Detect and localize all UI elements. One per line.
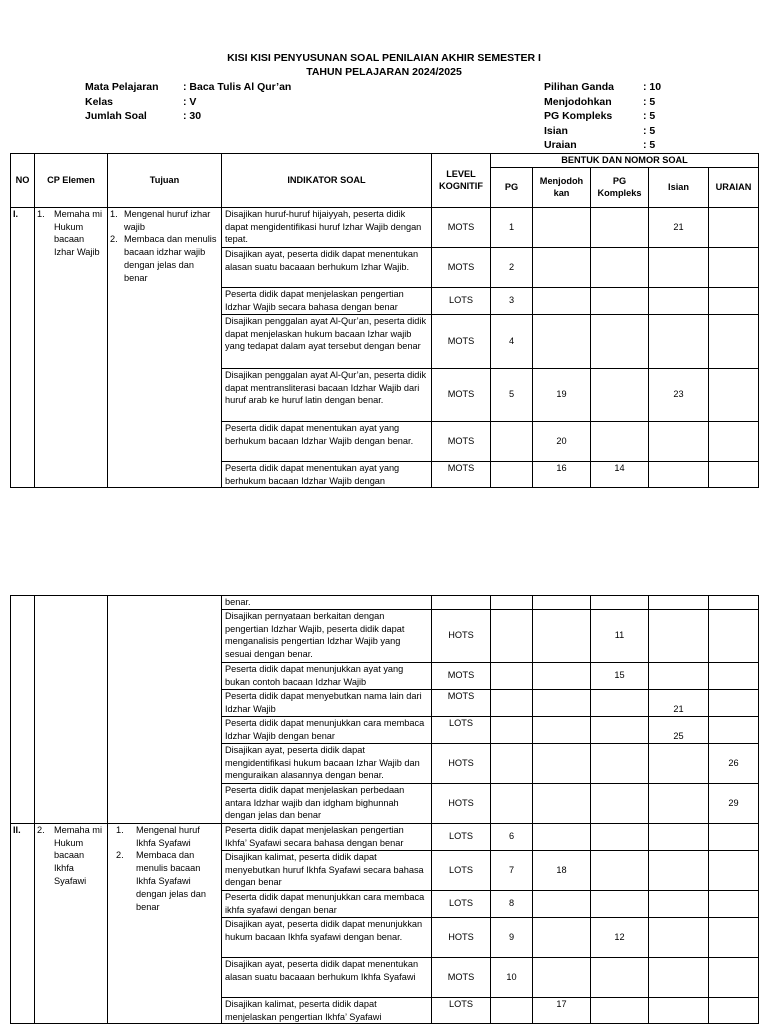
table-row: [11, 823, 759, 850]
menjodohkan-cell: [533, 662, 591, 689]
menjodohkan-cell: [533, 823, 591, 850]
indikator-cell: Disajikan pernyataan berkaitan dengan pengertian Idzhar Wajib, peserta didik dapat menganalisis pengertian Idzhar Wajib yang sesuai dengan benar.: [222, 609, 432, 662]
level-cell: MOTS: [432, 461, 491, 488]
isian-cell: [649, 890, 709, 917]
isian-cell: 23: [649, 368, 709, 421]
table-row: [11, 207, 759, 247]
pg-kompleks-cell: [591, 689, 649, 716]
meta-right: [544, 80, 661, 153]
menjodohkan-cell: [533, 957, 591, 997]
pg-kompleks-cell: 12: [591, 917, 649, 957]
meta-row-mj: Menjodohkan : 5: [544, 95, 656, 108]
indikator-cell: Peserta didik dapat menunjukkan cara membaca ikhfa syafawi dengan benar: [222, 890, 432, 917]
pg-cell: [491, 662, 533, 689]
pg-cell: 7: [491, 850, 533, 890]
uraian-cell: [709, 890, 759, 917]
pg-cell: [491, 783, 533, 823]
isian-cell: [649, 314, 709, 368]
level-cell: MOTS: [432, 957, 491, 997]
pg-kompleks-cell: [591, 314, 649, 368]
isian-cell: [649, 247, 709, 287]
uraian-cell: [709, 850, 759, 890]
pg-cell: [491, 743, 533, 783]
level-cell: MOTS: [432, 207, 491, 247]
isian-cell: [649, 823, 709, 850]
col-no: NO: [11, 154, 35, 208]
section-number: I.: [11, 207, 35, 488]
meta-row-uraian: Uraian : 5: [544, 139, 656, 151]
document-title: KISI KISI PENYUSUNAN SOAL PENILAIAN AKHIR SEMESTER I: [227, 52, 541, 64]
uraian-cell: [709, 689, 759, 716]
menjodohkan-cell: [533, 207, 591, 247]
isian-cell: 21: [649, 207, 709, 247]
col-tujuan: Tujuan: [108, 154, 222, 208]
menjodohkan-cell: 16: [533, 461, 591, 488]
pg-cell: 5: [491, 368, 533, 421]
meta-row-isian: Isian : 5: [544, 124, 656, 137]
col-cp: CP Elemen: [35, 154, 108, 208]
indikator-cell: Peserta didik dapat menjelaskan perbedaan antara Idzhar wajib dan idgham bighunnah dengan jelas dan benar: [222, 783, 432, 823]
tujuan: 1. Mengenal huruf izhar wajib 2. Membaca dan menulis bacaan idzhar wajib dengan jelas dan benar: [108, 207, 222, 488]
uraian-cell: [709, 662, 759, 689]
uraian-cell: [709, 957, 759, 997]
pg-kompleks-cell: [591, 890, 649, 917]
pg-kompleks-cell: [591, 997, 649, 1024]
col-pg: PG: [491, 167, 533, 207]
menjodohkan-cell: [533, 783, 591, 823]
meta-row-pg: Pilihan Ganda : 10: [544, 81, 662, 93]
uraian-cell: 29: [709, 783, 759, 823]
level-cell: MOTS: [432, 421, 491, 461]
indikator-cell: Disajikan ayat, peserta didik dapat mengidentifikasi hukum bacaan Izhar Wajib dan menguraikan alasannya dengan benar.: [222, 743, 432, 783]
uraian-cell: [709, 997, 759, 1024]
pg-kompleks-cell: [591, 247, 649, 287]
indikator-cell: Peserta didik dapat menjelaskan pengertian Idzhar Wajib secara bahasa dengan benar: [222, 287, 432, 314]
cp-elemen: 2. Memaha mi Hukum bacaan Ikhfa Syafawi: [35, 823, 108, 1024]
indikator-cell: Disajikan kalimat, peserta didik dapat menyebutkan huruf Ikhfa Syafawi secara bahasa dengan benar: [222, 850, 432, 890]
menjodohkan-cell: [533, 743, 591, 783]
pg-cell: 2: [491, 247, 533, 287]
menjodohkan-cell: [533, 890, 591, 917]
isian-cell: [649, 287, 709, 314]
level-cell: MOTS: [432, 368, 491, 421]
pg-cell: [491, 997, 533, 1024]
isian-cell: [649, 850, 709, 890]
uraian-cell: [709, 609, 759, 662]
level-cell: LOTS: [432, 287, 491, 314]
level-cell: MOTS: [432, 662, 491, 689]
pg-cell: [491, 716, 533, 743]
indikator-cell: Disajikan penggalan ayat Al-Qur’an, peserta didik dapat menjelaskan hukum bacaan Izhar wajib yang tedapat dalam ayat tersebut dengan benar: [222, 314, 432, 368]
isian-cell: [649, 997, 709, 1024]
meta-left: [85, 80, 291, 124]
menjodohkan-cell: [533, 689, 591, 716]
cp-elemen: 1. Memaha mi Hukum bacaan Izhar Wajib: [35, 207, 108, 488]
isian-cell: [649, 421, 709, 461]
pg-kompleks-cell: 15: [591, 662, 649, 689]
pg-kompleks-cell: 11: [591, 609, 649, 662]
uraian-cell: [709, 207, 759, 247]
level-cell: LOTS: [432, 850, 491, 890]
uraian-cell: [709, 314, 759, 368]
col-indikator: INDIKATOR SOAL: [222, 154, 432, 208]
isian-cell: [649, 957, 709, 997]
indikator-cell: Peserta didik dapat menjelaskan pengertian Ikhfa’ Syafawi secara bahasa dengan benar: [222, 823, 432, 850]
indikator-cell: benar.: [222, 596, 432, 610]
level-cell: HOTS: [432, 609, 491, 662]
level-cell: MOTS: [432, 314, 491, 368]
pg-cell: 4: [491, 314, 533, 368]
uraian-cell: 26: [709, 743, 759, 783]
menjodohkan-cell: 17: [533, 997, 591, 1024]
indikator-cell: Disajikan penggalan ayat Al-Qur’an, peserta didik dapat mentransliterasi bacaan Idzhar Wajib dari huruf arab ke huruf latin dengan benar.: [222, 368, 432, 421]
pg-kompleks-cell: [591, 850, 649, 890]
uraian-cell: [709, 247, 759, 287]
menjodohkan-cell: 18: [533, 850, 591, 890]
isian-cell: [649, 743, 709, 783]
document-subtitle: TAHUN PELAJARAN 2024/2025: [306, 66, 462, 78]
meta-row-pgk: PG Kompleks : 5: [544, 110, 656, 122]
isian-cell: [649, 662, 709, 689]
kisi-table-page1: [10, 153, 759, 488]
section-number: II.: [11, 823, 35, 1024]
pg-cell: 3: [491, 287, 533, 314]
uraian-cell: [709, 368, 759, 421]
menjodohkan-cell: 19: [533, 368, 591, 421]
isian-cell: [649, 609, 709, 662]
table-row: [11, 596, 759, 610]
isian-cell: 25: [649, 716, 709, 743]
level-cell: LOTS: [432, 716, 491, 743]
uraian-cell: [709, 917, 759, 957]
level-cell: LOTS: [432, 890, 491, 917]
pg-cell: 9: [491, 917, 533, 957]
pg-cell: 6: [491, 823, 533, 850]
pg-cell: [491, 461, 533, 488]
indikator-cell: Peserta didik dapat menyebutkan nama lain dari Idzhar Wajib: [222, 689, 432, 716]
isian-cell: 21: [649, 689, 709, 716]
menjodohkan-cell: [533, 716, 591, 743]
indikator-cell: Disajikan kalimat, peserta didik dapat menjelaskan pengertian Ikhfa’ Syafawi: [222, 997, 432, 1024]
uraian-cell: [709, 461, 759, 488]
col-pg-kompleks: PG Kompleks: [591, 167, 649, 207]
pg-kompleks-cell: [591, 287, 649, 314]
menjodohkan-cell: [533, 247, 591, 287]
menjodohkan-cell: [533, 917, 591, 957]
kisi-table-page2: [10, 595, 759, 1024]
level-cell: MOTS: [432, 247, 491, 287]
meta-row-count: Jumlah Soal : 30: [85, 110, 202, 122]
level-cell: HOTS: [432, 743, 491, 783]
col-menjodohkan: Menjodoh kan: [533, 167, 591, 207]
menjodohkan-cell: [533, 314, 591, 368]
menjodohkan-cell: 20: [533, 421, 591, 461]
level-cell: HOTS: [432, 783, 491, 823]
col-uraian: URAIAN: [709, 167, 759, 207]
isian-cell: [649, 917, 709, 957]
uraian-cell: [709, 716, 759, 743]
col-level: LEVEL KOGNITIF: [432, 154, 491, 208]
pg-kompleks-cell: [591, 716, 649, 743]
pg-cell: [491, 689, 533, 716]
pg-kompleks-cell: 14: [591, 461, 649, 488]
menjodohkan-cell: [533, 609, 591, 662]
indikator-cell: Disajikan huruf-huruf hijaiyyah, peserta didik dapat mengidentifikasi huruf Izhar Wajib dengan tepat.: [222, 207, 432, 247]
uraian-cell: [709, 823, 759, 850]
level-cell: HOTS: [432, 917, 491, 957]
isian-cell: [649, 461, 709, 488]
level-cell: LOTS: [432, 823, 491, 850]
pg-kompleks-cell: [591, 957, 649, 997]
pg-cell: 1: [491, 207, 533, 247]
pg-cell: [491, 421, 533, 461]
level-cell: LOTS: [432, 997, 491, 1024]
pg-cell: [491, 609, 533, 662]
indikator-cell: Disajikan ayat, peserta didik dapat menentukan alasan suatu bacaaan berhukum Izhar Wajib.: [222, 247, 432, 287]
indikator-cell: Peserta didik dapat menunjukkan cara membaca Idzhar Wajib dengan benar: [222, 716, 432, 743]
meta-row-class: Kelas : V: [85, 95, 197, 108]
indikator-cell: Disajikan ayat, peserta didik dapat menentukan alasan suatu bacaaan berhukum Ikhfa Syafawi: [222, 957, 432, 997]
indikator-cell: Peserta didik dapat menentukan ayat yang berhukum bacaan Idzhar Wajib dengan: [222, 461, 432, 488]
indikator-cell: Disajikan ayat, peserta didik dapat menunjukkan hukum bacaan Ikhfa syafawi dengan benar.: [222, 917, 432, 957]
meta-row-subject: Mata Pelajaran : Baca Tulis Al Qur’an: [85, 81, 292, 93]
col-bentuk: BENTUK DAN NOMOR SOAL: [491, 154, 759, 168]
isian-cell: [649, 783, 709, 823]
indikator-cell: Peserta didik dapat menentukan ayat yang berhukum bacaan Idzhar Wajib dengan benar.: [222, 421, 432, 461]
uraian-cell: [709, 421, 759, 461]
uraian-cell: [709, 287, 759, 314]
pg-kompleks-cell: [591, 823, 649, 850]
pg-cell: 10: [491, 957, 533, 997]
col-isian: Isian: [649, 167, 709, 207]
pg-kompleks-cell: [591, 368, 649, 421]
pg-kompleks-cell: [591, 421, 649, 461]
indikator-cell: Peserta didik dapat menunjukkan ayat yang bukan contoh bacaan Idzhar Wajib: [222, 662, 432, 689]
tujuan: 1. Mengenal huruf Ikhfa Syafawi 2. Membaca dan menulis bacaan Ikhfa Syafawi dengan jelas dan benar: [108, 823, 222, 1024]
pg-kompleks-cell: [591, 743, 649, 783]
pg-cell: 8: [491, 890, 533, 917]
menjodohkan-cell: [533, 287, 591, 314]
level-cell: MOTS: [432, 689, 491, 716]
pg-kompleks-cell: [591, 783, 649, 823]
pg-kompleks-cell: [591, 207, 649, 247]
